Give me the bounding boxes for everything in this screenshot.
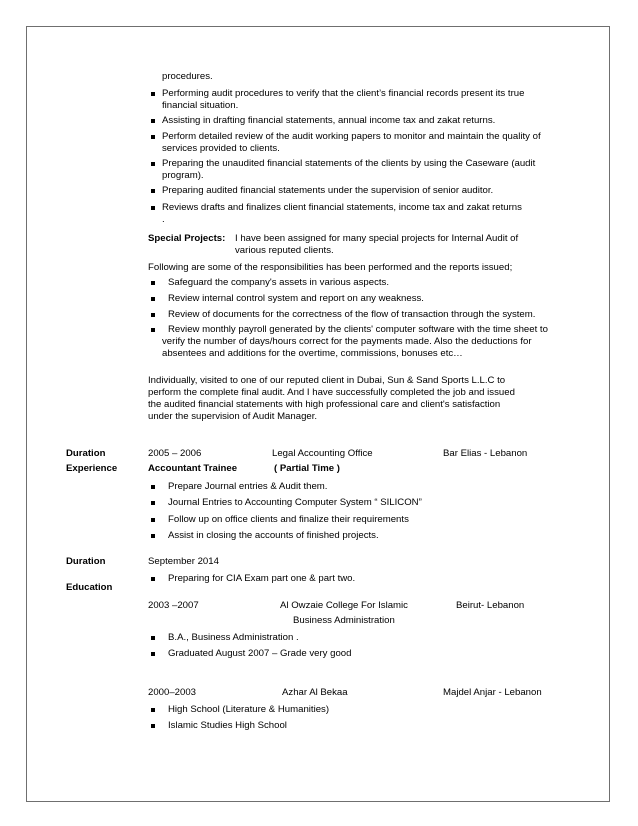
school-location: Majdel Anjar - Lebanon (443, 687, 542, 698)
list-item: Review of documents for the correctness of the flow of transaction through the system. (168, 309, 536, 320)
paragraph-line: the audited financial statements with high professional care and client's satisfaction (148, 399, 501, 410)
list-item: Perform detailed review of the audit working papers to monitor and maintain the quality of (162, 131, 541, 142)
list-item: Review monthly payroll generated by the clients' computer software with the time sheet to (168, 324, 548, 335)
bullet-icon (151, 652, 155, 656)
list-item: Review internal control system and report on any weakness. (168, 293, 424, 304)
list-item: Assist in closing the accounts of finished projects. (168, 530, 379, 541)
bullet-icon (151, 162, 155, 166)
bullet-icon (151, 485, 155, 489)
experience-role: Accountant Trainee (148, 463, 238, 474)
list-item-cont: . (162, 214, 165, 225)
bullet-icon (151, 206, 155, 210)
bullet-icon (151, 313, 155, 317)
experience-role-type: ( Partial Time ) (274, 463, 340, 474)
list-item: Preparing the unaudited financial statements of the clients by using the Caseware (audit (162, 158, 536, 169)
bullet-icon (151, 636, 155, 640)
college-period: 2003 –2007 (148, 600, 199, 611)
experience-label: Experience (66, 463, 118, 474)
list-item: High School (Literature & Humanities) (168, 704, 330, 715)
bullet-icon (151, 135, 155, 139)
special-projects-label: Special Projects: (148, 233, 226, 244)
bullet-icon (151, 281, 155, 285)
bullet-icon (151, 534, 155, 538)
paragraph-line: perform the complete final audit. And I have successfully completed the job and issued (148, 387, 515, 398)
bullet-icon (151, 577, 155, 581)
duration-label: Duration (66, 556, 106, 567)
list-item: Reviews drafts and finalizes client financial statements, income tax and zakat returns (162, 202, 522, 213)
cia-date: September 2014 (148, 556, 219, 567)
bullet-icon (151, 92, 155, 96)
list-item: Preparing audited financial statements under the supervision of senior auditor. (162, 185, 494, 196)
bullet-icon (151, 297, 155, 301)
list-item: Prepare Journal entries & Audit them. (168, 481, 328, 492)
list-item: Safeguard the company's assets in various aspects. (168, 277, 390, 288)
school-period: 2000–2003 (148, 687, 197, 698)
college-name: Al Owzaie College For Islamic (280, 600, 408, 611)
special-projects-text-cont: various reputed clients. (235, 245, 334, 256)
list-item-cont: verify the number of days/hours correct for the payments made. Also the deductions for (162, 336, 532, 347)
experience-period: 2005 – 2006 (148, 448, 202, 459)
bullet-icon (151, 328, 155, 332)
list-item: B.A., Business Administration . (168, 632, 299, 643)
list-item-cont: financial situation. (162, 100, 239, 111)
list-item: Journal Entries to Accounting Computer System “ SILICON” (168, 497, 422, 508)
bullet-icon (151, 119, 155, 123)
education-label: Education (66, 582, 113, 593)
continued-line: procedures. (162, 71, 213, 82)
bullet-icon (151, 708, 155, 712)
list-item-cont: program). (162, 170, 204, 181)
experience-location: Bar Elias - Lebanon (443, 448, 528, 459)
bullet-icon (151, 724, 155, 728)
list-item: Follow up on office clients and finalize their requirements (168, 514, 409, 525)
school-name: Azhar Al Bekaa (282, 687, 348, 698)
list-item-cont: absentees and additions for the overtime, commissions, bonuses etc… (162, 348, 463, 359)
paragraph-line: Individually, visited to one of our reputed client in Dubai, Sun & Sand Sports L.L.C to (148, 375, 506, 386)
list-item: Assisting in drafting financial statements, annual income tax and zakat returns. (162, 115, 496, 126)
college-location: Beirut- Lebanon (456, 600, 525, 611)
list-item: Islamic Studies High School (168, 720, 287, 731)
bullet-icon (151, 501, 155, 505)
list-item-cont: services provided to clients. (162, 143, 280, 154)
special-projects-text: I have been assigned for many special projects for Internal Audit of (235, 233, 519, 244)
duration-label: Duration (66, 448, 106, 459)
paragraph-line: under the supervision of Audit Manager. (148, 411, 318, 422)
bullet-icon (151, 189, 155, 193)
college-field: Business Administration (293, 615, 395, 626)
list-item: Performing audit procedures to verify that the client’s financial records present its true (162, 88, 525, 99)
bullet-icon (151, 518, 155, 522)
experience-employer: Legal Accounting Office (272, 448, 373, 459)
special-projects-intro: Following are some of the responsibilities has been performed and the reports issued; (148, 262, 513, 273)
list-item: Preparing for CIA Exam part one & part two. (168, 573, 356, 584)
list-item: Graduated August 2007 – Grade very good (168, 648, 352, 659)
